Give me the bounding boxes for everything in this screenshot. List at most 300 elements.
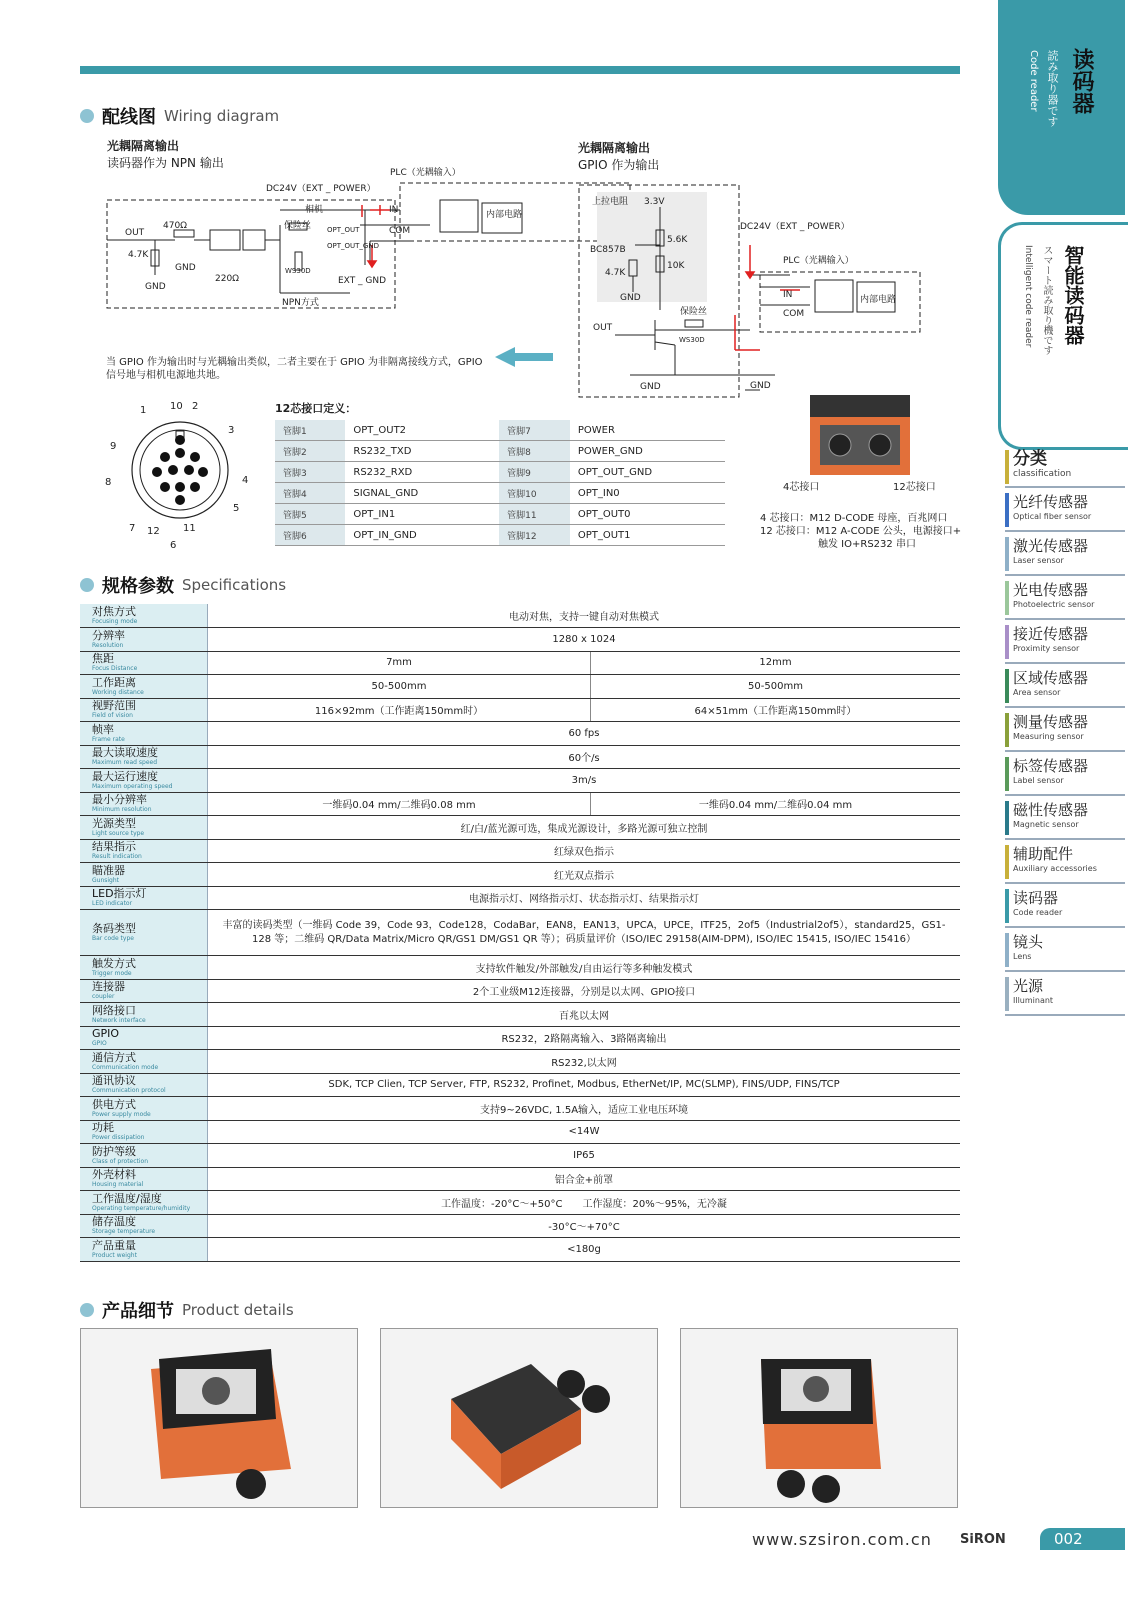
spec-row [80,1238,960,1262]
connector-title: 12芯接口定义： [275,402,357,415]
spec-row [80,1003,960,1027]
spec-label-zh: 供电方式 [92,1097,136,1111]
heading-dot [80,1303,94,1317]
spec-row [80,769,960,793]
spec-label [80,651,208,675]
pin-table [275,420,725,546]
spec-label-en: Communication mode [92,1063,159,1071]
npn-wiring-diagram [100,165,540,325]
side-nav-sublabel: Magnetic sensor [1013,820,1079,829]
connector-pin [152,467,162,477]
spec-label [80,722,208,746]
spec-row [80,1167,960,1191]
spec-label-zh: 工作距离 [92,675,136,689]
circuit-right-label: 内部电路 [860,295,897,305]
tab-title-zh: 读码器 [1069,48,1094,114]
spec-label-zh: 对焦方式 [92,605,136,618]
side-nav-sublabel: Measuring sensor [1013,732,1084,741]
opt-out-gnd-label: OPT_OUT_GND [327,242,379,250]
wiring-heading-zh: 配线图 [102,107,156,128]
spec-label-zh: 视野范围 [92,699,136,713]
left-diagram-subtitle: 读码器作为 NPN 输出 [107,156,224,170]
side-nav-item[interactable] [1005,931,1125,972]
pin-label: 管脚10 [499,483,570,504]
pin-number: 7 [129,523,136,534]
spec-row [80,628,960,652]
spec-value: 60个/s [208,745,961,769]
heading-dot [80,109,94,123]
pin-number: 10 [170,401,183,412]
pin-signal: OPT_IN_GND [345,525,499,546]
side-nav-color-bar [1005,845,1009,879]
classification-title: 分类 [1013,449,1047,469]
spec-value: 红绿双色指示 [208,839,961,863]
gnd-a-label: GND [620,293,641,303]
spec-value-left: 一维码0.04 mm/二维码0.08 mm [208,792,591,816]
connector-desc-line-1: 4 芯接口：M12 D-CODE 母座，百兆网口 [760,513,948,524]
side-nav-item[interactable] [1005,491,1125,532]
side-nav-label: 标签传感器 [1013,757,1089,775]
fuse-right-label: 保险丝 [680,307,708,317]
spec-row [80,1214,960,1238]
spec-label-en: Field of vision [92,712,133,720]
pin-label: 管脚6 [275,525,345,546]
pin-number: 4 [242,475,249,486]
r56k-label: 5.6K [667,235,688,245]
spec-label-en: Power supply mode [92,1110,151,1118]
side-nav-sublabel: Code reader [1013,908,1063,917]
spec-label-zh: 连接器 [92,980,125,994]
product-photo-top [380,1328,658,1508]
camera-label: 相机 [305,205,324,215]
spec-value-right: 一维码0.04 mm/二维码0.04 mm [591,792,961,816]
wiring-heading-en: Wiring diagram [164,107,280,125]
spec-label [80,886,208,910]
plc-right-label: PLC（光耦输入） [783,256,854,266]
spec-label-en: Network interface [92,1016,146,1024]
details-heading [80,1297,294,1323]
spec-label-zh: 通讯协议 [92,1074,136,1088]
side-nav-item[interactable] [1005,535,1125,576]
side-nav-item[interactable] [1005,579,1125,620]
spec-label-en: Trigger mode [92,969,132,977]
side-nav-item[interactable] [1005,887,1125,928]
pin-number: 2 [192,401,199,412]
pin-label: 管脚9 [499,462,570,483]
top-accent-bar [80,66,960,74]
pin-row [275,462,725,483]
gpio-note: 当 GPIO 作为输出时与光耦输出类似，二者主要在于 GPIO 为非隔离接线方式，GPIO 信号地与相机电源地共地。 [106,357,483,381]
spec-row [80,651,960,675]
pin-number: 11 [183,523,196,534]
pin-signal: POWER [570,420,725,441]
side-nav-item[interactable] [1005,799,1125,840]
product-top-image [381,1329,657,1507]
right-diagram-title: 光耦隔离输出 [578,141,651,155]
spec-value: 工作温度：-20°C～+50°C 工作湿度：20%～95%，无冷凝 [208,1191,961,1215]
spec-label-en: Housing material [92,1181,144,1189]
connector-desc-line-3: 触发 IO+RS232 串口 [818,539,916,550]
classification-header [1005,448,1125,488]
connector-pin [168,465,178,475]
pin-label: 管脚5 [275,504,345,525]
spec-label-zh: 通信方式 [92,1050,136,1064]
spec-label [80,816,208,840]
side-nav-item[interactable] [1005,667,1125,708]
product-photo-side [680,1328,958,1508]
spec-row [80,604,960,628]
spec-label [80,769,208,793]
spec-label-zh: 结果指示 [92,840,136,854]
spec-row [80,698,960,722]
side-nav-label: 光纤传感器 [1013,493,1089,511]
r10k-label: 10K [667,261,685,271]
spec-label [80,1191,208,1215]
spec-label [80,1120,208,1144]
pin-row [275,420,725,441]
pin-label: 管脚3 [275,462,345,483]
spec-label [80,1097,208,1121]
spec-label-en: Product weight [92,1251,137,1259]
pin-row [275,525,725,546]
product-front-image [81,1329,357,1507]
product-side-image [681,1329,957,1507]
spec-label-zh: 条码类型 [92,922,136,935]
spec-label-en: Frame rate [92,735,125,743]
side-nav-sublabel: Proximity sensor [1013,644,1080,653]
plc-label: PLC（光耦输入） [390,168,461,178]
brand-logo: SiRON [960,1532,1006,1547]
spec-label-zh: 防护等级 [92,1144,136,1158]
connector-desc-line-2: 12 芯接口：M12 A-CODE 公头，电源接口+ [760,526,962,537]
spec-row [80,1144,960,1168]
spec-label-en: Class of protection [92,1157,149,1165]
side-nav-sublabel: Optical fiber sensor [1013,512,1092,521]
spec-label [80,792,208,816]
spec-value-right: 50-500mm [591,675,961,699]
heading-dot [80,578,94,592]
side-nav-color-bar [1005,757,1009,791]
spec-value: 3m/s [208,769,961,793]
side-nav-item[interactable] [1005,975,1125,1016]
gnd-c-label: GND [640,382,661,392]
spec-label [80,1144,208,1168]
category-tab-intelligent-reader[interactable] [998,222,1128,450]
spec-label [80,628,208,652]
connector-pin [160,482,170,492]
spec-label-en: Working distance [92,688,144,696]
pin-label: 管脚1 [275,420,345,441]
pin-signal: RS232_RXD [345,462,499,483]
spec-value: 红/白/蓝光源可选，集成光源设计，多路光源可独立控制 [208,816,961,840]
ext-gnd-label: EXT _ GND [338,276,387,286]
spec-label-en: Maximum read speed [92,759,158,767]
side-nav-sublabel: Label sensor [1013,776,1064,785]
spec-value: 2个工业级M12连接器，分别是以太网、GPIO接口 [208,979,961,1003]
pin-row [275,483,725,504]
spec-value: RS232,以太网 [208,1050,961,1074]
r47k-label: 4.7K [128,250,149,260]
side-nav-sublabel: Area sensor [1013,688,1061,697]
side-nav-color-bar [1005,713,1009,747]
spec-value: SDK, TCP Clien, TCP Server, FTP, RS232, Profinet, Modbus, EtherNet/IP, MC(SLMP), FINS/UDP, FINS/TCP [208,1073,961,1097]
spec-label-en: Focus Distance [92,665,138,673]
spec-label [80,1026,208,1050]
side-nav-label: 辅助配件 [1013,845,1074,863]
spec-value: <14W [208,1120,961,1144]
spec-row [80,1120,960,1144]
pin-signal: OPT_OUT0 [570,504,725,525]
page-number: 002 [1054,1530,1083,1548]
pin-label: 管脚4 [275,483,345,504]
side-nav-label: 激光传感器 [1013,537,1089,555]
tab2-title-ja: スマート読み取り機です [1041,245,1052,355]
side-nav-sublabel: Photoelectric sensor [1013,600,1095,609]
spec-label-en: Resolution [92,641,124,649]
spec-row [80,839,960,863]
spec-label-zh: GPIO [92,1027,120,1041]
spec-label-zh: 产品重量 [92,1238,136,1252]
dc24v-label: DC24V（EXT _ POWER） [266,184,376,194]
spec-value: 电源指示灯、网络指示灯、状态指示灯、结果指示灯 [208,886,961,910]
spec-label-en: Maximum operating speed [92,782,173,790]
spec-label [80,1050,208,1074]
out-right-label: OUT [593,323,613,333]
spec-label-zh: 焦距 [92,652,114,666]
spec-label-en: Operating temperature/humidity [92,1204,191,1212]
pin-number: 9 [110,441,117,452]
spec-label [80,604,208,628]
ws30d-right-label: WS30D [679,336,705,344]
spec-value-right: 12mm [591,651,961,675]
side-nav-item[interactable] [1005,755,1125,796]
spec-label-zh: 最小分辨率 [92,793,147,807]
spec-label-zh: 光源类型 [92,816,136,830]
spec-label-en: LED indicator [92,900,133,908]
opt-out-label: OPT_OUT [327,226,360,234]
pin-signal: OPT_IN1 [345,504,499,525]
pin-label: 管脚8 [499,441,570,462]
spec-label-zh: 网络接口 [92,1003,136,1017]
pin-signal: SIGNAL_GND [345,483,499,504]
spec-value: <180g [208,1238,961,1262]
spec-value: 1280 x 1024 [208,628,961,652]
spec-label-en: Bar code type [92,935,134,942]
label-12pin: 12芯接口 [893,482,936,493]
spec-row [80,675,960,699]
connector-pin [190,452,200,462]
pullup-label: 上拉电阻 [592,197,629,207]
spec-row [80,1097,960,1121]
side-nav-color-bar [1005,669,1009,703]
tab2-title-zh: 智能读码器 [1061,245,1085,345]
spec-label-zh: 帧率 [92,722,114,736]
com-label: COM [389,226,411,236]
connector-pin [160,452,170,462]
com-right-label: COM [783,309,805,319]
spec-value: 铝合金+前罩 [208,1167,961,1191]
spec-label-en: Light source type [92,829,145,837]
r470-label: 470Ω [163,221,188,231]
side-nav-item[interactable] [1005,711,1125,752]
details-heading-zh: 产品细节 [102,1301,174,1322]
side-nav-color-bar [1005,625,1009,659]
spec-label-zh: 储存温度 [92,1215,136,1229]
pin-row [275,441,725,462]
spec-label-en: Minimum resolution [92,806,152,814]
spec-value: 支持9~26VDC, 1.5A输入，适应工业电压环境 [208,1097,961,1121]
spec-value: 支持软件触发/外部触发/自由运行等多种触发模式 [208,956,961,980]
spec-label-zh: LED指示灯 [92,887,147,901]
side-nav-color-bar [1005,581,1009,615]
spec-label [80,863,208,887]
spec-value: -30°C～+70°C [208,1214,961,1238]
spec-label-en: Communication protocol [92,1087,166,1095]
pin-signal: OPT_IN0 [570,483,725,504]
classification-subtitle: classification [1013,469,1072,479]
side-nav-color-bar [1005,493,1009,527]
connector-pin [198,467,208,477]
spec-label-en: Power dissipation [92,1134,145,1142]
spec-label [80,675,208,699]
spec-label-zh: 瞄准器 [92,863,125,877]
spec-row [80,956,960,980]
spec-row [80,886,960,910]
pin-number: 1 [140,405,147,416]
tab-title-en: Code reader [1028,50,1039,112]
in-label: IN [389,205,399,215]
spec-row [80,722,960,746]
spec-value: 电动对焦，支持一键自动对焦模式 [208,604,961,628]
ws30d-label: WS30D [285,267,311,275]
spec-label-en: Gunsight [92,876,120,884]
side-nav-label: 镜头 [1013,933,1044,951]
left-diagram-title: 光耦隔离输出 [107,139,180,153]
fuse-label: 保险丝 [284,221,312,231]
connector-pin [175,435,185,445]
pin-number: 5 [233,503,240,514]
spec-value: 60 fps [208,722,961,746]
spec-value-right: 64×51mm（工作距离150mm时） [591,698,961,722]
v33-label: 3.3V [644,197,665,207]
spec-label-zh: 最大读取速度 [92,746,158,760]
connector-pin [175,448,185,458]
side-nav-color-bar [1005,933,1009,967]
spec-row [80,910,960,956]
side-nav-label: 光电传感器 [1013,581,1089,599]
page-number-tab [1040,1528,1125,1550]
gpio-wiring-diagram [575,180,975,400]
side-nav-sublabel: Lens [1013,952,1032,961]
spec-label-en: coupler [92,993,115,1001]
spec-label-zh: 工作温度/湿度 [92,1191,162,1205]
pin-signal: OPT_OUT_GND [570,462,725,483]
specs-heading-en: Specifications [182,576,287,594]
spec-row [80,1026,960,1050]
connector-pin [190,482,200,492]
pin-signal: OPT_OUT1 [570,525,725,546]
spec-label [80,698,208,722]
pin-row [275,504,725,525]
category-tab-code-reader[interactable] [998,0,1125,215]
pin-signal: OPT_OUT2 [345,420,499,441]
spec-row [80,979,960,1003]
r47k-right-label: 4.7K [605,268,626,278]
spec-label [80,1003,208,1027]
connector-photo [810,395,910,475]
side-nav-color-bar [1005,801,1009,835]
spec-label-zh: 触发方式 [92,956,136,970]
spec-value: 红光双点指示 [208,863,961,887]
pin-number: 6 [170,540,177,551]
gnd-label-1: GND [175,263,196,273]
side-nav-item[interactable] [1005,623,1125,664]
out-label: OUT [125,228,145,238]
spec-label [80,745,208,769]
dc24v-right-label: DC24V（EXT _ POWER） [740,222,850,232]
side-nav-label: 读码器 [1013,889,1059,907]
spec-label [80,839,208,863]
npn-mode-label: NPN方式 [282,298,319,308]
side-nav-sublabel: Illuminant [1013,996,1054,1005]
pin-label: 管脚2 [275,441,345,462]
specs-table [80,604,960,1262]
specs-heading-zh: 规格参数 [102,576,174,597]
side-nav-label: 光源 [1013,977,1044,995]
connector-pin [175,495,185,505]
side-nav-label: 区域传感器 [1013,669,1089,687]
website-url[interactable]: www.szsiron.com.cn [752,1530,932,1549]
side-nav-label: 接近传感器 [1013,625,1089,643]
gnd-label-2: GND [145,282,166,292]
side-nav-sublabel: Laser sensor [1013,556,1064,565]
spec-label [80,956,208,980]
spec-row [80,816,960,840]
pin-label: 管脚12 [499,525,570,546]
side-nav-sublabel: Auxiliary accessories [1013,864,1097,873]
spec-row [80,745,960,769]
spec-label-zh: 最大运行速度 [92,769,158,783]
spec-label [80,1167,208,1191]
spec-value-left: 7mm [208,651,591,675]
spec-label-en: Result indication [92,853,142,861]
spec-row [80,1050,960,1074]
wiring-heading [80,103,279,129]
pin-number: 12 [147,526,160,537]
spec-label [80,1073,208,1097]
gnd-b-label: GND [750,381,771,391]
tab2-title-en: Intelligent code reader [1023,245,1033,348]
left-arrow-icon [495,346,555,368]
in-right-label: IN [783,290,793,300]
spec-row [80,863,960,887]
product-photo-front [80,1328,358,1508]
label-4pin: 4芯接口 [783,482,820,493]
circuit-label: 内部电路 [486,210,523,220]
spec-row [80,792,960,816]
side-nav-item[interactable] [1005,843,1125,884]
spec-row [80,1191,960,1215]
side-nav-label: 测量传感器 [1013,713,1089,731]
side-nav-label: 磁性传感器 [1013,801,1089,819]
spec-label [80,1238,208,1262]
pin-label: 管脚11 [499,504,570,525]
spec-label [80,979,208,1003]
spec-label [80,910,208,956]
spec-row [80,1073,960,1097]
pin-number: 8 [105,477,112,488]
tab-title-ja: 読み取り器です [1046,50,1059,127]
